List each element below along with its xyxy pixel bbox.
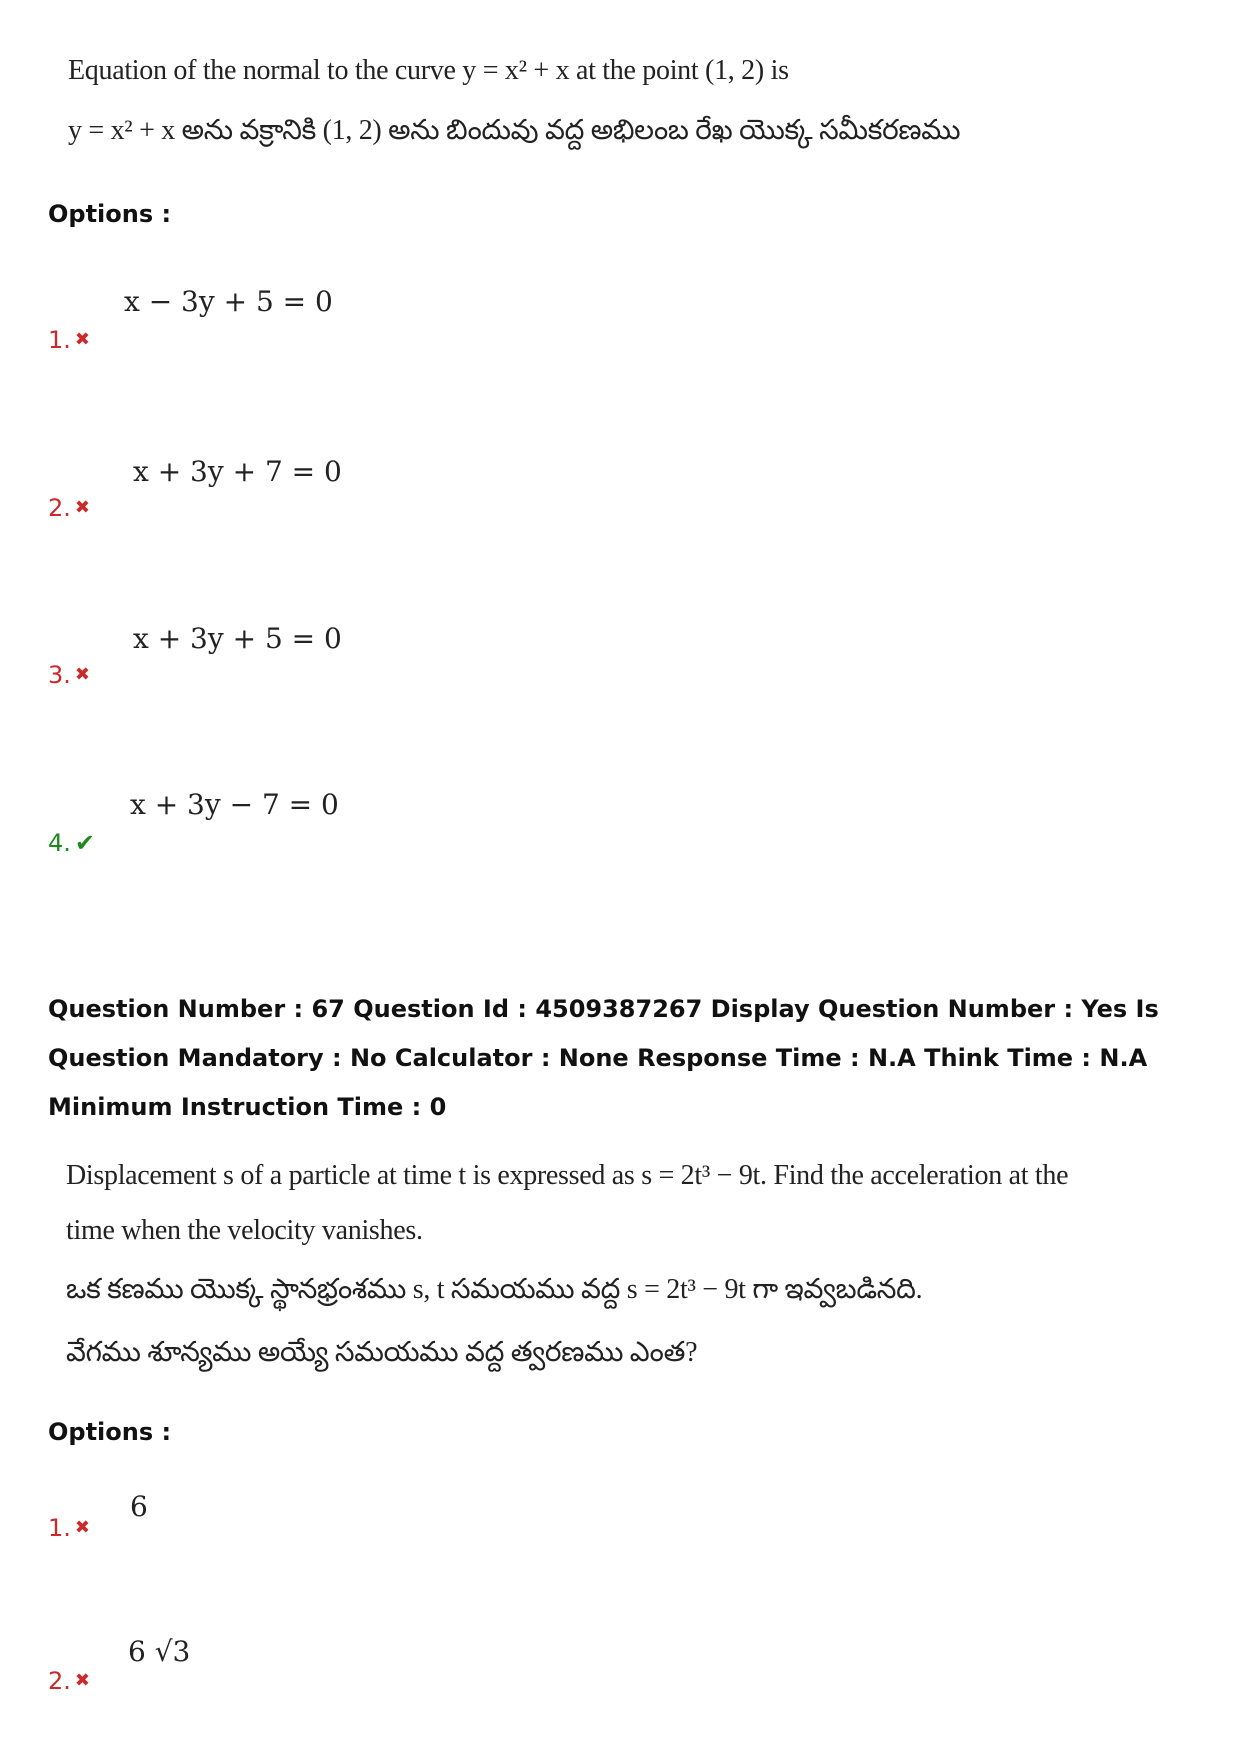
question-text-telugu-line1: ఒక కణము యొక్క స్థానభ్రంశము s, t సమయము వద్ద s = 2t³ − 9t గా ఇవ్వబడినది. (66, 1274, 923, 1305)
q67-option-1-text: 6 (130, 1490, 148, 1523)
option-1-number: 1. ✖ (48, 326, 90, 354)
option-3-text: x + 3y + 5 = 0 (133, 622, 342, 655)
question-text-english: Equation of the normal to the curve y = x² + x at the point (1, 2) is (68, 55, 789, 86)
question-text-telugu-line2: వేగము శూన్యము అయ్యే సమయము వద్ద త్వరణము ఎంత? (66, 1337, 698, 1368)
cross-icon: ✖ (74, 1517, 90, 1538)
option-4-text: x + 3y − 7 = 0 (130, 788, 339, 821)
cross-icon: ✖ (74, 497, 90, 518)
option-3-number: 3. ✖ (48, 661, 90, 689)
option-1-text: x − 3y + 5 = 0 (124, 285, 333, 318)
cross-icon: ✖ (74, 664, 90, 685)
options-label-q67: Options : (48, 1418, 172, 1446)
question-text-english-line1: Displacement s of a particle at time t is expressed as s = 2t³ − 9t. Find the acceleration at the (66, 1160, 1069, 1191)
option-2-text: x + 3y + 7 = 0 (133, 455, 342, 488)
q67-option-2-text: 6 √3 (128, 1635, 191, 1668)
option-4-number: 4. ✔ (48, 829, 96, 857)
options-label: Options : (48, 200, 172, 228)
question-text-telugu: y = x² + x అను వక్రానికి (1, 2) అను బిందువు వద్ద అభిలంబ రేఖ యొక్క సమీకరణము (68, 115, 961, 146)
check-icon: ✔ (74, 829, 96, 857)
cross-icon: ✖ (74, 329, 90, 350)
option-2-number: 2. ✖ (48, 494, 90, 522)
question-text-english-line2: time when the velocity vanishes. (66, 1215, 423, 1246)
cross-icon: ✖ (74, 1670, 90, 1691)
q67-option-2-number: 2. ✖ (48, 1667, 90, 1695)
q67-option-1-number: 1. ✖ (48, 1514, 90, 1542)
question-meta: Question Number : 67 Question Id : 4509387267 Display Question Number : Yes Is Question Mandatory : No Calculator : None Response Time : N.A Think Time : N.A Minimum Instruction Time : 0 (48, 995, 1159, 1121)
